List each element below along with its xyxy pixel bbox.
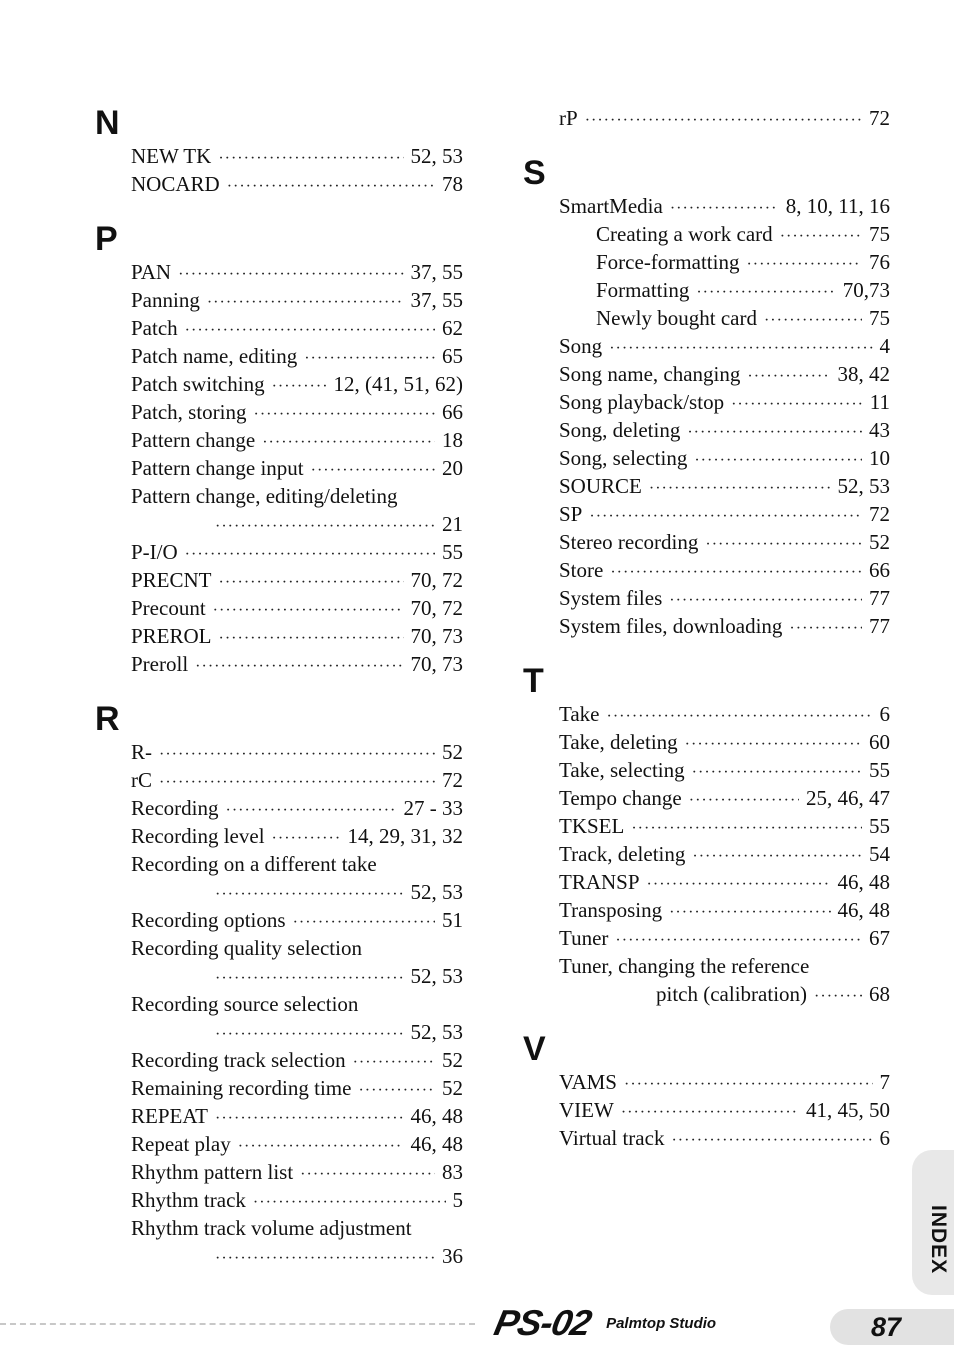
entry-pages: 72 xyxy=(869,502,890,526)
entry-term: PREROL xyxy=(131,624,212,648)
entry-term: Patch switching xyxy=(131,372,265,396)
index-entry xyxy=(131,1158,463,1186)
index-entry xyxy=(131,538,463,566)
entry-term: Patch xyxy=(131,316,178,340)
dot-leader xyxy=(685,731,862,759)
index-entry xyxy=(131,906,463,934)
entry-pages: 21 xyxy=(442,512,463,536)
entry-pages: 72 xyxy=(869,106,890,130)
entry-pages: 8, 10, 11, 16 xyxy=(785,194,890,218)
entry-pages: 5 xyxy=(452,1188,463,1212)
entry-pages: 52, 53 xyxy=(410,964,463,988)
dot-leader xyxy=(696,279,835,307)
index-entry xyxy=(559,388,890,416)
entry-pages: 75 xyxy=(869,306,890,330)
entry-pages: 83 xyxy=(442,1160,463,1184)
index-entry xyxy=(559,812,890,840)
dot-leader xyxy=(159,741,435,769)
index-entry xyxy=(131,822,463,850)
entry-pages: 70, 73 xyxy=(410,652,463,676)
index-entry xyxy=(559,192,890,220)
index-entry xyxy=(131,622,463,650)
entry-pages: 7 xyxy=(879,1070,890,1094)
product-subtitle: Palmtop Studio xyxy=(606,1314,717,1332)
index-entry xyxy=(596,248,890,276)
entry-term: Tuner, changing the reference xyxy=(559,954,810,978)
index-entry xyxy=(131,934,463,962)
dot-leader xyxy=(219,569,404,597)
index-entry xyxy=(131,170,463,198)
entry-term: Song playback/stop xyxy=(559,390,725,414)
entry-pages: 25, 46, 47 xyxy=(806,786,890,810)
entry-pages: 6 xyxy=(879,702,890,726)
entry-term: PRECNT xyxy=(131,568,212,592)
dot-leader xyxy=(669,899,830,927)
entry-pages: 46, 48 xyxy=(837,898,890,922)
index-entry xyxy=(559,952,890,980)
index-entry xyxy=(559,104,890,132)
dot-leader xyxy=(185,317,435,345)
entry-pages: 67 xyxy=(869,926,890,950)
dot-leader xyxy=(814,983,862,1011)
dot-leader xyxy=(589,503,862,531)
entry-term: Take xyxy=(559,702,600,726)
entry-pages: 43 xyxy=(869,418,890,442)
dot-leader xyxy=(358,1077,435,1105)
index-entry xyxy=(131,342,463,370)
dot-leader xyxy=(647,871,831,899)
dot-leader xyxy=(178,261,403,289)
index-entry xyxy=(131,738,463,766)
dot-leader xyxy=(670,195,779,223)
page-number: 87 xyxy=(870,1312,902,1342)
dot-leader xyxy=(731,391,863,419)
entry-pages: 52 xyxy=(869,530,890,554)
dot-leader xyxy=(207,289,404,317)
index-entry xyxy=(559,332,890,360)
index-entry xyxy=(559,528,890,556)
index-entry xyxy=(131,286,463,314)
dot-leader xyxy=(671,1127,872,1155)
index-entry-continuation xyxy=(215,1242,463,1270)
dot-leader xyxy=(215,965,404,993)
entry-term: Rhythm pattern list xyxy=(131,1160,294,1184)
index-entry xyxy=(559,756,890,784)
index-entry-continuation xyxy=(215,1018,463,1046)
entry-term: Pattern change xyxy=(131,428,256,452)
entry-pages: 70, 72 xyxy=(410,596,463,620)
entry-term: TRANSP xyxy=(559,870,640,894)
entry-term: Patch name, editing xyxy=(131,344,298,368)
entry-pages: 4 xyxy=(879,334,890,358)
entry-term: Tempo change xyxy=(559,786,682,810)
entry-term: Recording on a different take xyxy=(131,852,377,876)
entry-term: Newly bought card xyxy=(596,306,757,330)
entry-term: Recording quality selection xyxy=(131,936,362,960)
entry-term: REPEAT xyxy=(131,1104,209,1128)
entry-pages: 36 xyxy=(442,1244,463,1268)
section-letter-v: V xyxy=(523,1030,546,1068)
entry-pages: 52, 53 xyxy=(837,474,890,498)
footer-dashed-rule xyxy=(0,1323,475,1325)
dot-leader xyxy=(293,909,435,937)
entry-term: Tuner xyxy=(559,926,609,950)
entry-pages: 66 xyxy=(442,400,463,424)
dot-leader xyxy=(262,429,435,457)
dot-leader xyxy=(304,345,435,373)
index-entry xyxy=(596,276,890,304)
entry-term: R- xyxy=(131,740,152,764)
section-letter-s: S xyxy=(523,154,546,192)
dot-leader xyxy=(238,1133,404,1161)
index-entry xyxy=(596,220,890,248)
dot-leader xyxy=(254,401,436,429)
entry-term: Song, selecting xyxy=(559,446,688,470)
dot-leader xyxy=(649,475,831,503)
index-entry xyxy=(131,482,463,510)
dot-leader xyxy=(609,335,872,363)
index-entry xyxy=(131,398,463,426)
index-entry xyxy=(559,924,890,952)
entry-term: Take, selecting xyxy=(559,758,685,782)
dot-leader xyxy=(159,769,435,797)
dot-leader xyxy=(631,815,862,843)
dot-leader xyxy=(218,145,403,173)
index-entry xyxy=(559,840,890,868)
section-letter-p: P xyxy=(95,220,118,258)
index-entry xyxy=(559,472,890,500)
index-entry-continuation xyxy=(215,510,463,538)
entry-pages: 46, 48 xyxy=(410,1132,463,1156)
entry-pages: 41, 45, 50 xyxy=(806,1098,890,1122)
entry-pages: 54 xyxy=(869,842,890,866)
index-entry xyxy=(559,868,890,896)
dot-leader xyxy=(227,173,435,201)
index-entry xyxy=(131,850,463,878)
index-entry xyxy=(131,370,463,398)
entry-term: Transposing xyxy=(559,898,663,922)
index-entry xyxy=(559,784,890,812)
entry-pages: 65 xyxy=(442,344,463,368)
entry-term: Virtual track xyxy=(559,1126,665,1150)
entry-pages: 11 xyxy=(869,390,890,414)
dot-leader xyxy=(253,1189,446,1217)
entry-pages: 12, (41, 51, 62) xyxy=(333,372,463,396)
index-entry xyxy=(559,612,890,640)
index-entry xyxy=(131,258,463,286)
index-entry xyxy=(131,426,463,454)
index-entry-continuation xyxy=(656,980,890,1008)
entry-pages: 75 xyxy=(869,222,890,246)
entry-term: VIEW xyxy=(559,1098,614,1122)
index-entry xyxy=(131,1102,463,1130)
dot-leader xyxy=(215,1021,404,1049)
entry-pages: 55 xyxy=(442,540,463,564)
index-entry xyxy=(131,1046,463,1074)
entry-pages: 14, 29, 31, 32 xyxy=(347,824,463,848)
dot-leader xyxy=(311,457,435,485)
entry-pages: 68 xyxy=(869,982,890,1006)
dot-leader xyxy=(215,1245,435,1273)
dot-leader xyxy=(692,759,862,787)
entry-term: rP xyxy=(559,106,578,130)
entry-pages: 76 xyxy=(869,250,890,274)
entry-term: Force-formatting xyxy=(596,250,740,274)
index-entry xyxy=(131,1130,463,1158)
entry-term: Pattern change, editing/deleting xyxy=(131,484,398,508)
dot-leader xyxy=(692,843,862,871)
index-entry xyxy=(596,304,890,332)
dot-leader xyxy=(694,447,862,475)
entry-term: P-I/O xyxy=(131,540,178,564)
index-entry xyxy=(559,728,890,756)
dot-leader xyxy=(687,419,862,447)
entry-pages: 66 xyxy=(869,558,890,582)
index-entry xyxy=(131,454,463,482)
index-entry xyxy=(559,700,890,728)
dot-leader xyxy=(746,251,862,279)
dot-leader xyxy=(764,307,862,335)
entry-term: Creating a work card xyxy=(596,222,773,246)
product-logo: PS-02 xyxy=(490,1302,595,1343)
index-entry xyxy=(559,1124,890,1152)
index-entry xyxy=(131,1186,463,1214)
entry-term: Recording xyxy=(131,796,219,820)
entry-pages: 52, 53 xyxy=(410,1020,463,1044)
entry-pages: 52 xyxy=(442,1076,463,1100)
section-letter-n: N xyxy=(95,104,120,142)
entry-term: Stereo recording xyxy=(559,530,699,554)
index-entry xyxy=(131,314,463,342)
index-entry xyxy=(131,1074,463,1102)
entry-term: Take, deleting xyxy=(559,730,678,754)
entry-term: Store xyxy=(559,558,604,582)
dot-leader xyxy=(705,531,862,559)
dot-leader xyxy=(195,653,403,681)
entry-term: VAMS xyxy=(559,1070,617,1094)
dot-leader xyxy=(789,615,862,643)
index-entry xyxy=(559,1096,890,1124)
index-entry-continuation xyxy=(215,962,463,990)
dot-leader xyxy=(215,881,404,909)
entry-pages: 52, 53 xyxy=(410,880,463,904)
entry-pages: 77 xyxy=(869,586,890,610)
index-entry xyxy=(131,566,463,594)
entry-pages: 55 xyxy=(869,814,890,838)
entry-pages: 77 xyxy=(869,614,890,638)
section-letter-t: T xyxy=(523,662,544,700)
entry-pages: 52 xyxy=(442,1048,463,1072)
entry-pages: 70, 72 xyxy=(410,568,463,592)
entry-term: Pattern change input xyxy=(131,456,304,480)
entry-term: Song, deleting xyxy=(559,418,681,442)
index-entry xyxy=(559,584,890,612)
side-tab-label: INDEX xyxy=(927,1205,950,1275)
entry-pages: 70, 73 xyxy=(410,624,463,648)
dot-leader xyxy=(689,787,799,815)
dot-leader xyxy=(215,1105,403,1133)
entry-term: rC xyxy=(131,768,152,792)
entry-term: Patch, storing xyxy=(131,400,247,424)
entry-term: TKSEL xyxy=(559,814,625,838)
entry-pages: 51 xyxy=(442,908,463,932)
index-entry xyxy=(131,142,463,170)
index-entry xyxy=(131,794,463,822)
entry-pages: 27 - 33 xyxy=(403,796,463,820)
entry-term: NEW TK xyxy=(131,144,212,168)
index-entry-continuation xyxy=(215,878,463,906)
index-entry xyxy=(559,444,890,472)
dot-leader xyxy=(272,825,341,853)
dot-leader xyxy=(621,1099,799,1127)
dot-leader xyxy=(747,363,830,391)
entry-term-continued: pitch (calibration) xyxy=(656,982,808,1006)
index-entry xyxy=(559,416,890,444)
index-entry xyxy=(559,500,890,528)
entry-term: Panning xyxy=(131,288,200,312)
index-entry xyxy=(559,556,890,584)
footer-brand xyxy=(490,1302,717,1343)
entry-pages: 18 xyxy=(442,428,463,452)
index-entry xyxy=(131,766,463,794)
entry-term: Recording source selection xyxy=(131,992,359,1016)
entry-term: Recording options xyxy=(131,908,286,932)
entry-pages: 38, 42 xyxy=(837,362,890,386)
entry-pages: 78 xyxy=(442,172,463,196)
entry-term: Recording level xyxy=(131,824,265,848)
entry-term: Repeat play xyxy=(131,1132,231,1156)
entry-term: Rhythm track volume adjustment xyxy=(131,1216,412,1240)
entry-pages: 52, 53 xyxy=(410,144,463,168)
index-entry xyxy=(131,1214,463,1242)
entry-term: Song name, changing xyxy=(559,362,741,386)
index-entry xyxy=(559,896,890,924)
entry-pages: 60 xyxy=(869,730,890,754)
dot-leader xyxy=(219,625,404,653)
entry-term: SmartMedia xyxy=(559,194,663,218)
entry-term: Song xyxy=(559,334,603,358)
entry-term: SP xyxy=(559,502,583,526)
entry-pages: 70,73 xyxy=(842,278,890,302)
entry-term: SOURCE xyxy=(559,474,642,498)
entry-pages: 52 xyxy=(442,740,463,764)
entry-term: Rhythm track xyxy=(131,1188,246,1212)
entry-pages: 10 xyxy=(869,446,890,470)
dot-leader xyxy=(300,1161,435,1189)
entry-term: Remaining recording time xyxy=(131,1076,352,1100)
entry-term: System files, downloading xyxy=(559,614,783,638)
entry-term: Recording track selection xyxy=(131,1048,346,1072)
dot-leader xyxy=(780,223,862,251)
dot-leader xyxy=(585,107,862,135)
dot-leader xyxy=(607,703,873,731)
entry-pages: 37, 55 xyxy=(410,260,463,284)
entry-pages: 37, 55 xyxy=(410,288,463,312)
entry-term: Preroll xyxy=(131,652,189,676)
dot-leader xyxy=(624,1071,873,1099)
entry-term: NOCARD xyxy=(131,172,220,196)
dot-leader xyxy=(185,541,435,569)
dot-leader xyxy=(610,559,862,587)
entry-term: Track, deleting xyxy=(559,842,686,866)
entry-pages: 46, 48 xyxy=(410,1104,463,1128)
entry-term: Formatting xyxy=(596,278,690,302)
entry-term: Precount xyxy=(131,596,206,620)
dot-leader xyxy=(225,797,396,825)
entry-pages: 6 xyxy=(879,1126,890,1150)
index-entry xyxy=(559,360,890,388)
entry-pages: 20 xyxy=(442,456,463,480)
entry-term: PAN xyxy=(131,260,172,284)
index-entry xyxy=(131,990,463,1018)
entry-pages: 72 xyxy=(442,768,463,792)
entry-pages: 46, 48 xyxy=(837,870,890,894)
dot-leader xyxy=(353,1049,435,1077)
dot-leader xyxy=(213,597,404,625)
dot-leader xyxy=(272,373,327,401)
dot-leader xyxy=(215,513,435,541)
index-entry xyxy=(559,1068,890,1096)
index-entry xyxy=(131,594,463,622)
entry-term: System files xyxy=(559,586,663,610)
entry-pages: 62 xyxy=(442,316,463,340)
dot-leader xyxy=(669,587,862,615)
entry-pages: 55 xyxy=(869,758,890,782)
dot-leader xyxy=(615,927,862,955)
index-entry xyxy=(131,650,463,678)
section-letter-r: R xyxy=(95,700,120,738)
